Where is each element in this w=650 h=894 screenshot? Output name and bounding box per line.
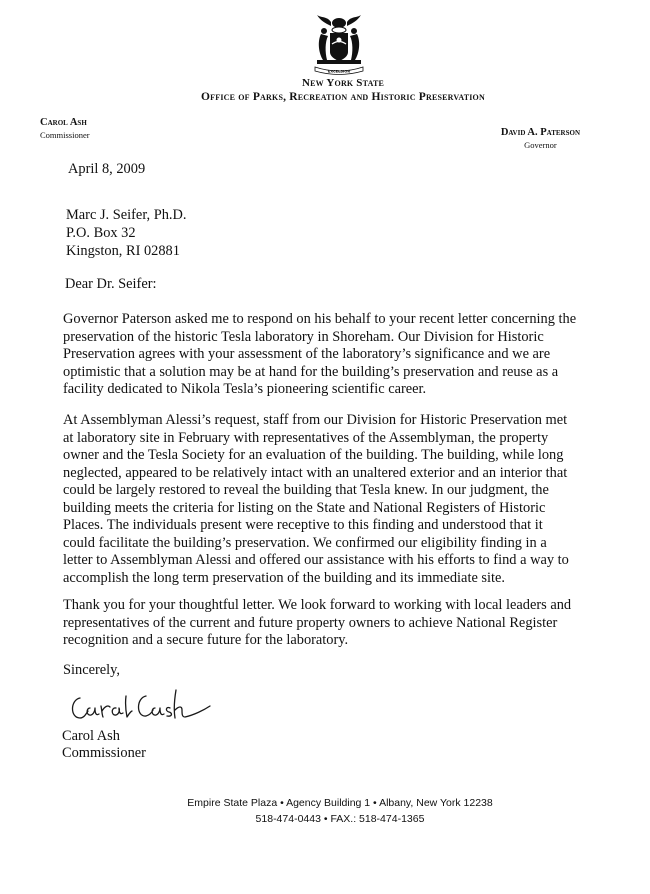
paragraph-line: facility dedicated to Nikola Tesla’s pioneering scientific career. [63,381,427,397]
body-paragraph-2 [63,412,598,587]
commissioner-name: Carol Ash [40,117,87,128]
paragraph-line: neglected, appeared to be relatively intact with an unaltered exterior and an interior that [63,464,568,481]
recipient-address [66,206,187,260]
governor-title: Governor [524,140,557,150]
paragraph-line: accomplish the long term preservation of the building and its immediate site. [63,569,506,586]
closing: Sincerely, [63,662,121,678]
commissioner-title: Commissioner [40,130,90,140]
recipient-line: Kingston, RI 02881 [66,243,180,259]
paragraph-line: at laboratory site in February with representatives of the Assemblyman, the property [63,429,549,446]
paragraph-line: optimistic that a solution may be at hand for the building’s preservation and reuse as a [63,363,559,380]
footer-phone: 518-474-0443 • FAX.: 518-474-1365 [255,813,425,825]
recipient-line: Marc J. Seifer, Ph.D. [66,207,187,223]
salutation: Dear Dr. Seifer: [65,276,157,292]
paragraph-line: Preservation agrees with your assessment of the laboratory’s significance and we are [63,346,551,362]
paragraph-line: At Assemblyman Alessi’s request, staff from our Division for Historic Preservation met [63,412,568,428]
paragraph-line: representatives of the current and future property owners to achieve National Register [63,614,558,631]
new-york-state-seal-icon [309,12,369,76]
body-paragraph-3 [63,597,598,650]
paragraph-line: building meets the criteria for listing on the State and National Registers of Historic [63,499,546,516]
signer-name: Carol Ash [62,728,120,744]
paragraph-line: Places. The individuals present were receptive to this finding and understood that it [63,517,543,533]
body-paragraph-1 [63,311,598,399]
paragraph-line: could facilitate the building’s preservation. We confirmed our eligibility finding in a [63,534,547,551]
paragraph-line: preservation of the historic Tesla laboratory in Shoreham. Our Division for Historic [63,328,544,345]
handwritten-signature [66,684,216,728]
paragraph-line: Governor Paterson asked me to respond on his behalf to your recent letter concerning the [63,311,577,327]
seal-motto: EXCELSIOR [327,69,351,74]
footer-address: Empire State Plaza • Agency Building 1 • Albany, New York 12238 [187,797,493,809]
signer-title: Commissioner [62,745,146,761]
signer-block [62,728,146,762]
governor-block [501,127,580,151]
agency-name-line1: New York State [301,77,385,89]
letter-date: April 8, 2009 [68,161,146,177]
paragraph-line: could be largely restored to reveal the building that Tesla knew. In our judgment, the [63,482,549,498]
paragraph-line: letter to Assemblyman Alessi and offered our assistance with his efforts to find a way to [63,552,569,568]
governor-name: David A. Paterson [500,127,580,138]
agency-name-line2: Office of Parks, Recreation and Historic Preservation [201,91,485,103]
commissioner-block [40,117,90,141]
paragraph-line: recognition and a secure future for the laboratory. [63,632,349,648]
paragraph-line: Thank you for your thoughtful letter. We look forward to working with local leaders and [63,597,572,613]
paragraph-line: owner and the Tesla Society for an evaluation of the building. The building, while long [63,447,564,463]
recipient-line: P.O. Box 32 [66,225,136,241]
